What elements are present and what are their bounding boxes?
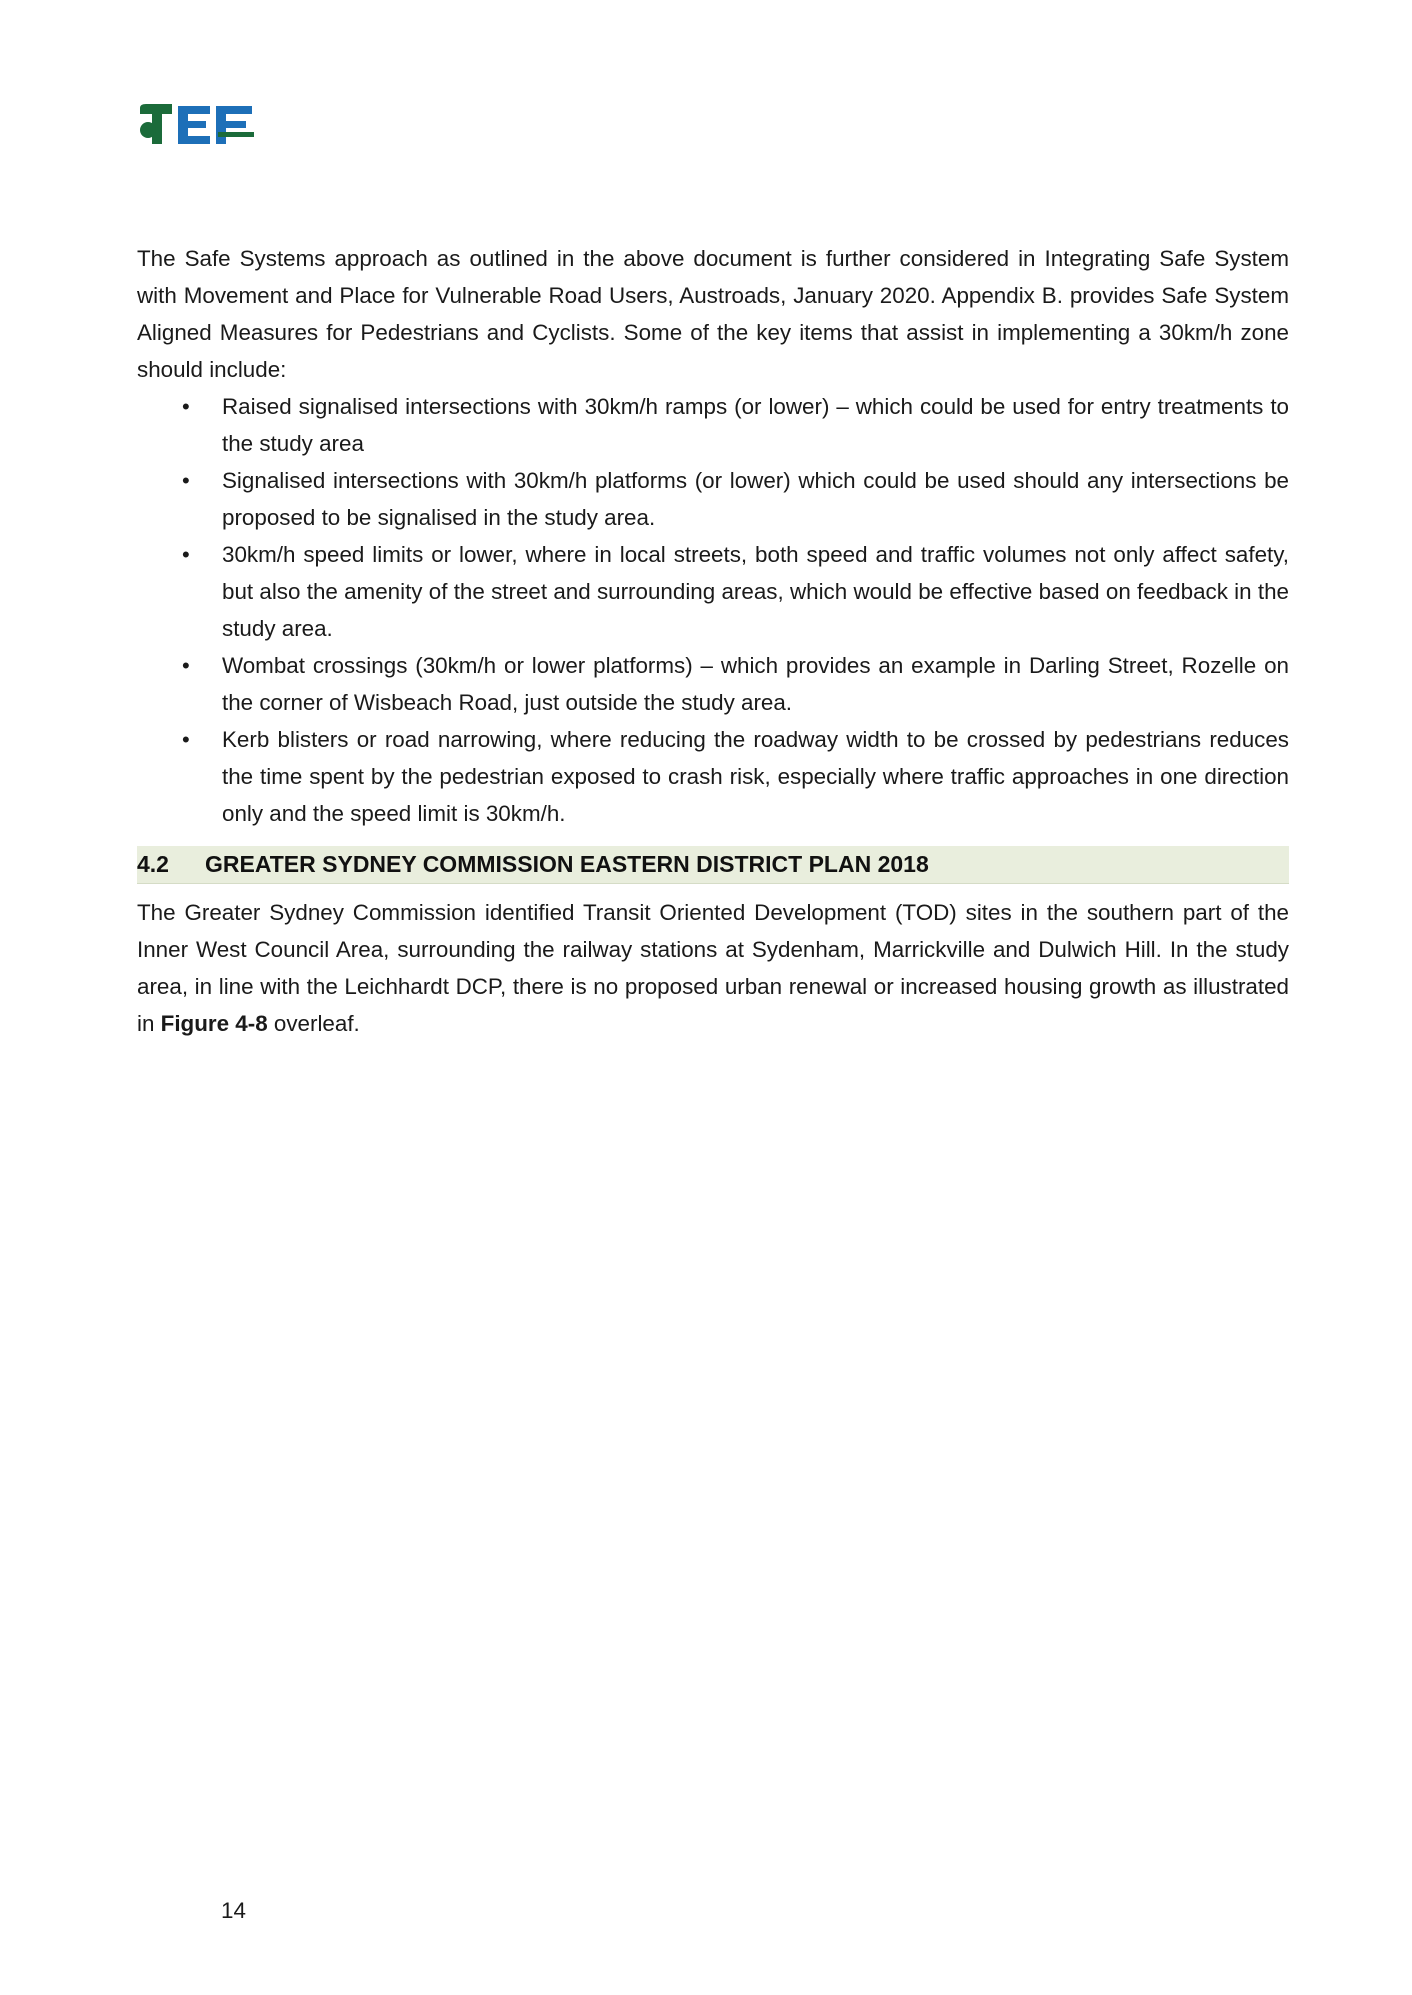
list-item-text: 30km/h speed limits or lower, where in local streets, both speed and traffic volumes not only affect safety, but also the amenity of the street and surrounding areas, which would be effective based on feedback in the study area.: [222, 542, 1289, 641]
section-paragraph: [137, 894, 1289, 1042]
section-paragraph-end: overleaf.: [267, 1011, 360, 1036]
list-item: [137, 388, 1289, 462]
bullet-icon: •: [182, 542, 190, 567]
page-content: [137, 240, 1289, 1042]
list-item-text: Signalised intersections with 30km/h platforms (or lower) which could be used should any intersections be proposed to be signalised in the study area.: [222, 468, 1289, 530]
list-item-text: Kerb blisters or road narrowing, where reducing the roadway width to be crossed by pedestrians reduces the time spent by the pedestrian exposed to crash risk, especially where traffic approaches in one direction only and the speed limit is 30km/h.: [222, 727, 1289, 826]
section-title: GREATER SYDNEY COMMISSION EASTERN DISTRICT PLAN 2018: [205, 851, 929, 877]
list-item: [137, 721, 1289, 832]
logo-letter-e: [178, 106, 210, 144]
page-number: 14: [221, 1898, 246, 1923]
measures-list: [137, 388, 1289, 832]
bullet-icon: •: [182, 468, 190, 493]
logo-swoosh: [140, 122, 156, 138]
bullet-icon: •: [182, 394, 190, 419]
list-item-text: Raised signalised intersections with 30km/h ramps (or lower) – which could be used for entry treatments to the study area: [222, 394, 1289, 456]
section-number: 4.2: [137, 851, 169, 877]
list-item: [137, 536, 1289, 647]
list-item: [137, 647, 1289, 721]
list-item: [137, 462, 1289, 536]
logo-letter-f: [216, 106, 252, 144]
bullet-icon: •: [182, 653, 190, 678]
list-item-text: Wombat crossings (30km/h or lower platforms) – which provides an example in Darling Street, Rozelle on the corner of Wisbeach Road, just outside the study area.: [222, 653, 1289, 715]
bullet-icon: •: [182, 727, 190, 752]
intro-paragraph: The Safe Systems approach as outlined in the above document is further considered in Integrating Safe System with Movement and Place for Vulnerable Road Users, Austroads, January 2020. Appendix B. provides Safe System Aligned Measures for Pedestrians and Cyclists. Some of the key items that assist in implementing a 30km/h zone should include:: [137, 246, 1289, 382]
section-heading: [137, 846, 1289, 884]
section-paragraph-text: The Greater Sydney Commission identified Transit Oriented Development (TOD) sites in the southern part of the Inner West Council Area, surrounding the railway stations at Sydenham, Marrickville and Dulwich Hill. In the study area, in line with the Leichhardt DCP, there is no proposed urban renewal or increased housing growth as illustrated in: [137, 900, 1289, 1036]
logo-accent: [218, 132, 254, 137]
figure-reference: Figure 4-8: [160, 1011, 268, 1036]
tef-logo: [138, 102, 258, 146]
